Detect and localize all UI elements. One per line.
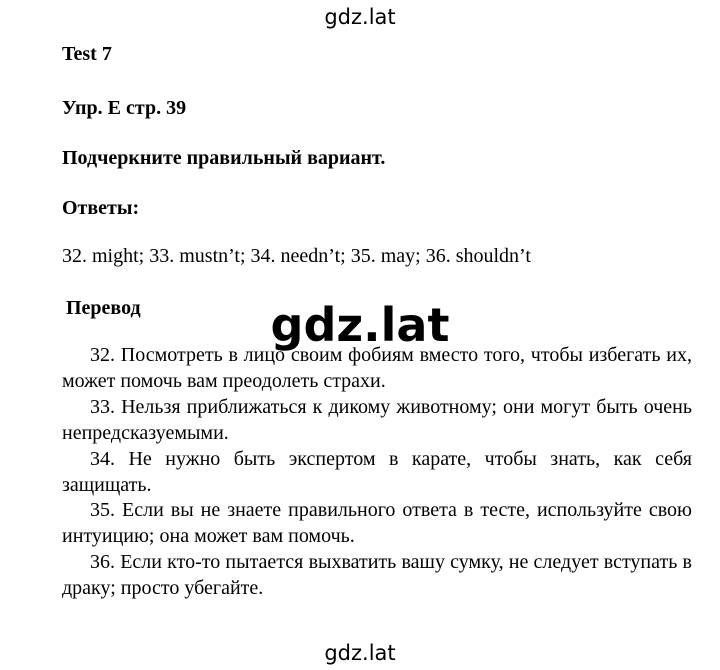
translation-item-35: 35. Если вы не знаете правильного ответа в тесте, используйте свою интуицию; она может вам помочь. — [62, 499, 692, 548]
test-title: Test 7 — [62, 43, 112, 65]
translation-item-32: 32. Посмотреть в лицо своим фобиям вместо того, чтобы избегать их, может помочь вам преодолеть страхи. — [62, 344, 692, 392]
answers-line: 32. might; 33. mustn’t; 34. needn’t; 35. may; 36. shouldn’t — [62, 245, 531, 267]
translation-item-36: 36. Если кто-то пытается выхватить вашу сумку, не следует вступать в драку; просто убегайте. — [62, 551, 692, 600]
instruction-text: Подчеркните правильный вариант. — [62, 147, 386, 169]
answers-label: Ответы: — [62, 197, 140, 219]
exercise-reference: Упр. E стр. 39 — [62, 97, 187, 119]
translation-label: Перевод — [66, 297, 141, 319]
translation-item-34: 34. Не нужно быть экспертом в карате, чтобы знать, как себя защищать. — [62, 447, 692, 496]
watermark-top: gdz.lat — [324, 5, 396, 29]
translation-block — [62, 343, 692, 602]
watermark-bottom: gdz.lat — [324, 641, 396, 665]
translation-item-33: 33. Нельзя приближаться к дикому животному; они могут быть очень непредсказуемыми. — [62, 395, 692, 444]
watermark-center: gdz.lat — [270, 298, 450, 352]
